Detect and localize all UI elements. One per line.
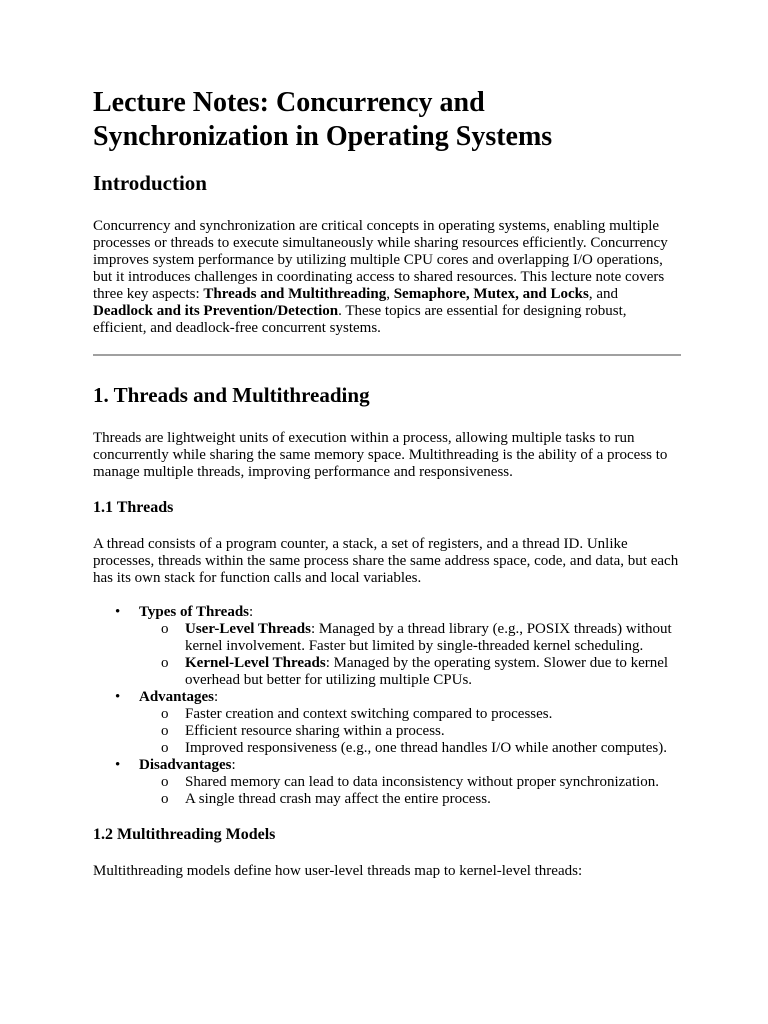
intro-bold-deadlock: Deadlock and its Prevention/Detection bbox=[93, 303, 339, 319]
user-level-text: : Managed by a thread library (e.g., POSIX threads) without kernel involvement. Faster but limited by single-threaded kernel scheduling. bbox=[185, 621, 672, 654]
disadvantages-sublist bbox=[139, 774, 681, 808]
colon: : bbox=[231, 757, 236, 773]
list-item-kernel-level bbox=[185, 655, 681, 689]
list-item-advantages bbox=[139, 689, 681, 757]
user-level-label: User-Level Threads bbox=[185, 621, 311, 637]
types-label: Types of Threads bbox=[139, 604, 250, 620]
section1-heading: 1. Threads and Multithreading bbox=[93, 383, 370, 407]
kernel-level-label: Kernel-Level Threads bbox=[185, 655, 326, 671]
disadvantages-label: Disadvantages bbox=[139, 757, 232, 773]
intro-text-2: . These topics are essential for designing robust, efficient, and deadlock-free concurrent systems. bbox=[93, 303, 627, 336]
intro-sep-1: , bbox=[386, 286, 394, 302]
subsection-1-1-heading: 1.1 Threads bbox=[93, 499, 174, 516]
intro-bold-semaphore: Semaphore, Mutex, and Locks bbox=[393, 286, 589, 302]
intro-paragraph bbox=[93, 218, 681, 337]
kernel-level-text: : Managed by the operating system. Slower due to kernel overhead but better for utilizing multiple CPUs. bbox=[185, 655, 669, 688]
list-item-user-level bbox=[185, 621, 681, 655]
list-item-disadvantages bbox=[139, 757, 681, 808]
list-item: o Faster creation and context switching compared to processes. bbox=[185, 706, 681, 723]
section1-paragraph: Threads are lightweight units of execution within a process, allowing multiple tasks to run concurrently while sharing the same memory space. Multithreading is the ability of a process to manage multiple threads, improving performance and responsiveness. bbox=[93, 430, 668, 480]
subsection-1-2-heading: 1.2 Multithreading Models bbox=[93, 826, 276, 843]
colon: : bbox=[214, 689, 219, 705]
subsection-1-2-paragraph: Multithreading models define how user-level threads map to kernel-level threads: bbox=[93, 863, 583, 879]
list-item: o Efficient resource sharing within a process. bbox=[185, 723, 681, 740]
advantages-label: Advantages bbox=[139, 689, 215, 705]
intro-heading: Introduction bbox=[93, 171, 207, 195]
horizontal-rule bbox=[93, 354, 681, 356]
colon: : bbox=[249, 604, 254, 620]
intro-text-1: Concurrency and synchronization are critical concepts in operating systems, enabling multiple processes or threads to execute simultaneously while sharing resources efficiently. Concurrency improves system performance by utilizing multiple CPU cores and overlapping I/O operations, but it introduces challenges in coordinating access to shared resources. This lecture note covers three key aspects: bbox=[93, 218, 668, 302]
intro-sep-2: , and bbox=[588, 286, 619, 302]
threads-bullet-list bbox=[93, 604, 681, 808]
list-item: o A single thread crash may affect the entire process. bbox=[185, 791, 681, 808]
list-item-types bbox=[139, 604, 681, 689]
list-item: o Improved responsiveness (e.g., one thread handles I/O while another computes). bbox=[185, 740, 681, 757]
advantages-sublist bbox=[139, 706, 681, 757]
intro-bold-threads: Threads and Multithreading bbox=[203, 286, 387, 302]
subsection-1-1-paragraph: A thread consists of a program counter, a stack, a set of registers, and a thread ID. Unlike processes, threads within the same process share the same address space, code, and data, but each has its own stack for function calls and local variables. bbox=[93, 536, 679, 586]
types-sublist bbox=[139, 621, 681, 689]
page-title: Lecture Notes: Concurrency and Synchronization in Operating Systems bbox=[93, 87, 553, 152]
list-item: o Shared memory can lead to data inconsistency without proper synchronization. bbox=[185, 774, 681, 791]
document-body bbox=[93, 86, 681, 897]
